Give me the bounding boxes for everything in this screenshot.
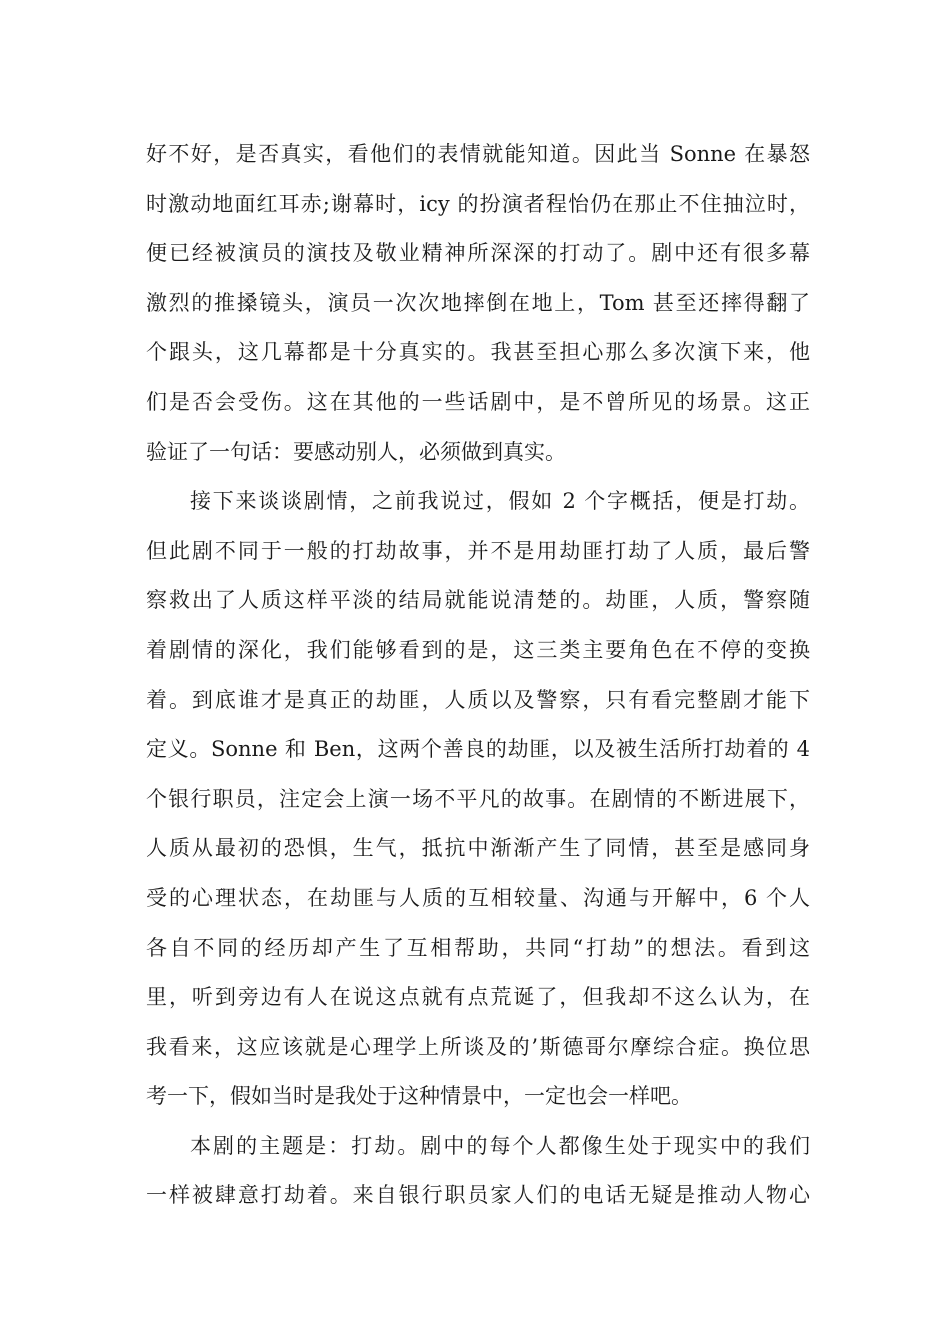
- paragraph-line: 们是否会受伤。这在其他的一些话剧中，是不曾所见的场景。这正: [146, 389, 810, 414]
- paragraph-line: 各自不同的经历却产生了互相帮助，共同“打劫”的想法。看到这: [146, 935, 810, 960]
- paragraph-line: 验证了一句话：要感动别人，必须做到真实。: [146, 439, 566, 464]
- paragraph-line: 个银行职员，注定会上演一场不平凡的故事。在剧情的不断进展下，: [146, 786, 810, 811]
- paragraph-line: 本剧的主题是：打劫。剧中的每个人都像生处于现实中的我们: [190, 1133, 810, 1158]
- paragraph-3: [146, 1122, 810, 1221]
- paragraph-line: 着剧情的深化，我们能够看到的是，这三类主要角色在不停的变换: [146, 637, 810, 662]
- paragraph-line: 受的心理状态，在劫匪与人质的互相较量、沟通与开解中，6 个人: [146, 885, 810, 910]
- paragraph-line: 察救出了人质这样平淡的结局就能说清楚的。劫匪，人质，警察随: [146, 588, 810, 613]
- paragraph-line: 激烈的推搡镜头，演员一次次地摔倒在地上，Tom 甚至还摔得翻了: [146, 290, 810, 315]
- paragraph-line: 考一下，假如当时是我处于这种情景中，一定也会一样吧。: [146, 1084, 692, 1109]
- paragraph-line: 一样被肆意打劫着。来自银行职员家人们的电话无疑是推动人物心: [146, 1183, 810, 1208]
- paragraph-2: [146, 477, 810, 1122]
- paragraph-line: 好不好，是否真实，看他们的表情就能知道。因此当 Sonne 在暴怒: [146, 142, 810, 166]
- paragraph-line: 但此剧不同于一般的打劫故事，并不是用劫匪打劫了人质，最后警: [146, 538, 810, 563]
- paragraph-line: 我看来，这应该就是心理学上所谈及的’斯德哥尔摩综合症。换位思: [146, 1034, 810, 1059]
- paragraph-line: 时激动地面红耳赤;谢幕时，icy 的扮演者程怡仍在那止不住抽泣时，: [146, 191, 810, 216]
- paragraph-line: 接下来谈谈剧情，之前我说过，假如 2 个字概括，便是打劫。: [190, 489, 810, 514]
- paragraph-line: 里，听到旁边有人在说这点就有点荒诞了，但我却不这么认为，在: [146, 985, 810, 1010]
- paragraph-line: 着。到底谁才是真正的劫匪，人质以及警察，只有看完整剧才能下: [146, 687, 810, 712]
- paragraph-line: 便已经被演员的演技及敬业精神所深深的打动了。剧中还有很多幕: [146, 241, 810, 266]
- paragraph-line: 人质从最初的恐惧，生气，抵抗中渐渐产生了同情，甚至是感同身: [146, 836, 810, 861]
- paragraph-1: [146, 130, 810, 477]
- paragraph-line: 定义。Sonne 和 Ben，这两个善良的劫匪，以及被生活所打劫着的 4: [146, 737, 810, 762]
- document-body: [146, 130, 810, 1221]
- paragraph-line: 个跟头，这几幕都是十分真实的。我甚至担心那么多次演下来，他: [146, 340, 810, 365]
